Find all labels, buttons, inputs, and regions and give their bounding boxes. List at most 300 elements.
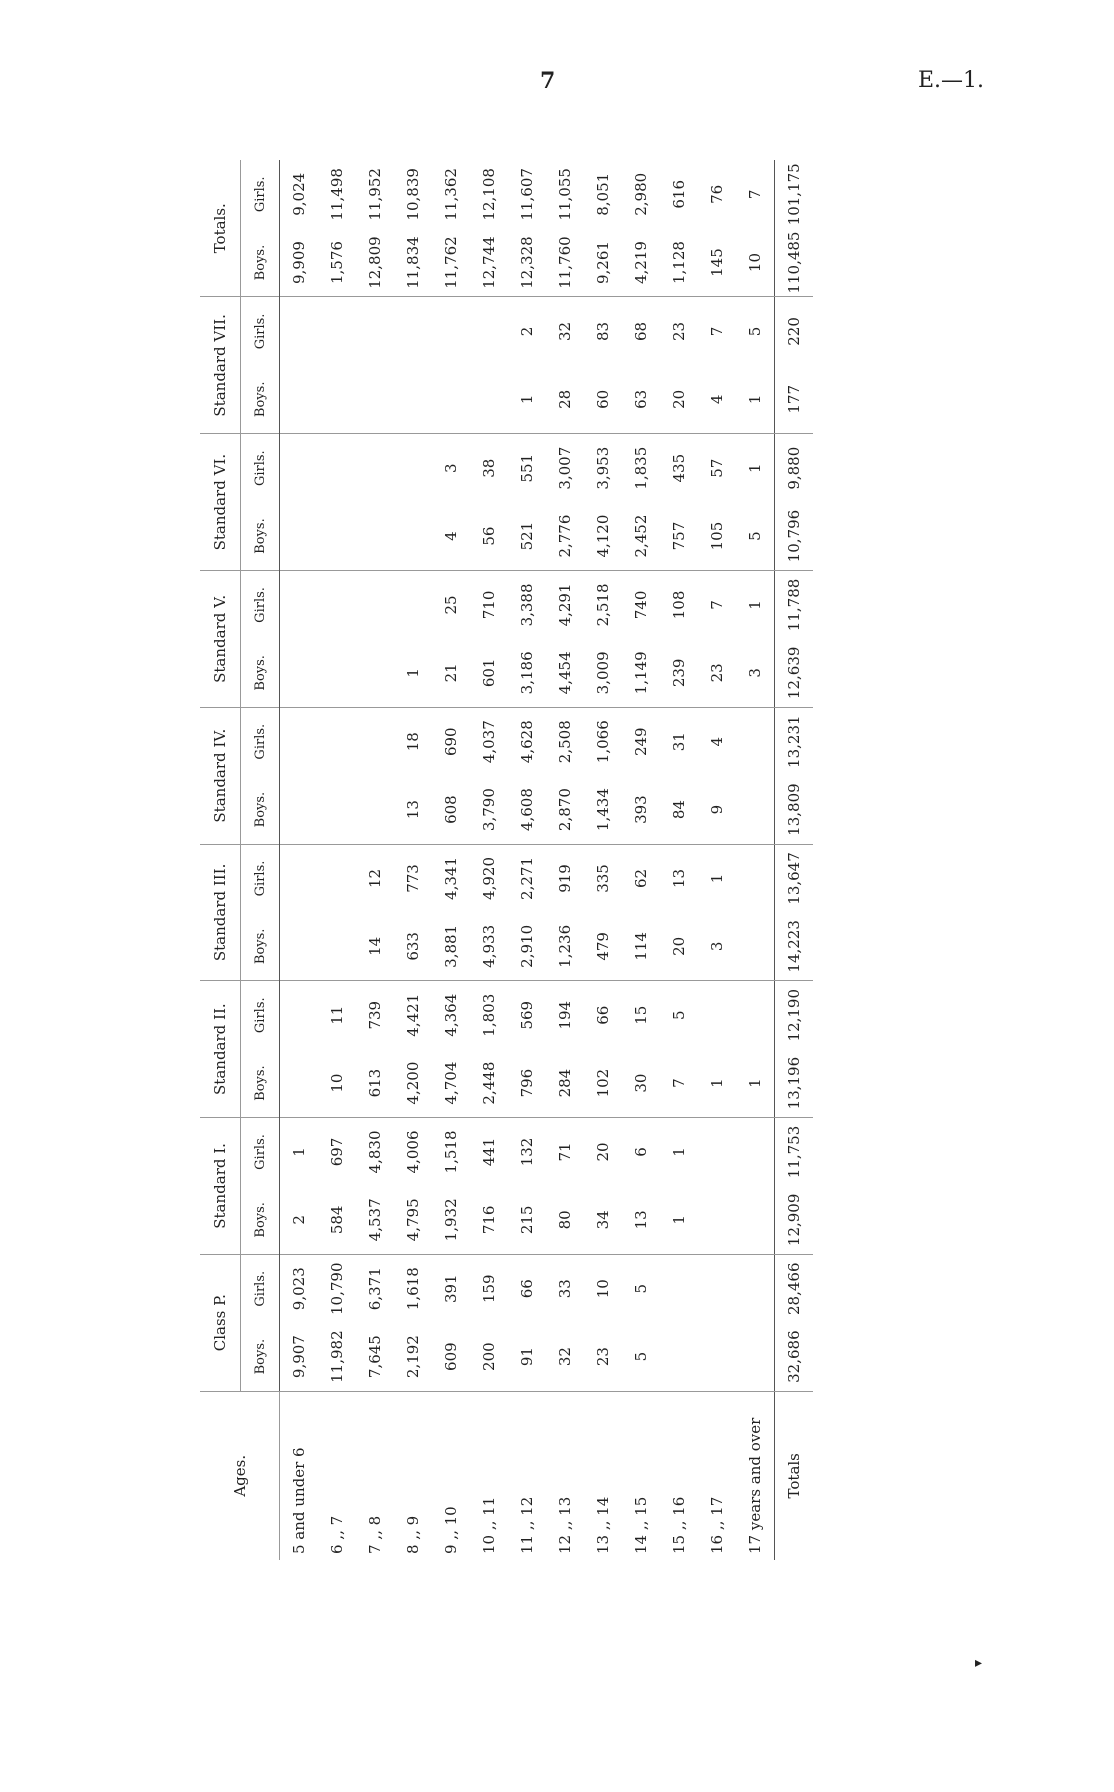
- value-cell: [318, 776, 356, 844]
- value-cell: 584: [318, 1186, 356, 1254]
- value-cell: 1: [394, 639, 432, 707]
- value-cell: [736, 1118, 775, 1186]
- value-cell: 1: [708, 873, 726, 884]
- girls-col-header: Girls.: [241, 434, 280, 502]
- boys-col-header: Boys.: [241, 365, 280, 433]
- value-cell: [280, 1049, 319, 1117]
- group-standard-7: Standard VII.: [200, 297, 241, 434]
- value-cell: 9,023: [290, 1267, 308, 1311]
- value-cell: 4,291: [556, 583, 574, 627]
- value-cell: 32: [546, 1323, 584, 1391]
- value-cell: 2,452: [622, 502, 660, 570]
- girls-col-header: Girls.: [241, 844, 280, 912]
- value-cell: [394, 502, 432, 570]
- total-value-cell: 13,647: [775, 844, 814, 912]
- value-cell: [318, 571, 356, 639]
- age-cell: 15 ,, 16: [670, 1496, 688, 1554]
- value-cell: 9,024: [290, 172, 308, 216]
- value-cell: 4,628: [518, 720, 536, 764]
- value-cell: 108: [670, 590, 688, 620]
- value-cell: 5: [670, 1010, 688, 1020]
- total-value-cell: 11,788: [775, 571, 814, 639]
- group-standard-4: Standard IV.: [200, 707, 241, 844]
- value-cell: 3,186: [508, 639, 546, 707]
- girls-col-header: Girls.: [241, 571, 280, 639]
- value-cell: 3: [442, 463, 460, 473]
- value-cell: 200: [470, 1323, 508, 1391]
- document-reference: E.—1.: [918, 68, 985, 93]
- value-cell: [356, 434, 394, 502]
- value-cell: 1,803: [480, 993, 498, 1037]
- total-value-cell: 28,466: [775, 1254, 814, 1322]
- girls-col-header: Girls.: [241, 707, 280, 775]
- value-cell: 8,051: [594, 172, 612, 216]
- value-cell: 11,834: [394, 229, 432, 297]
- group-standard-3: Standard III.: [200, 844, 241, 981]
- value-cell: 4,933: [470, 912, 508, 980]
- value-cell: [318, 434, 356, 502]
- value-cell: [356, 707, 394, 775]
- group-standard-2: Standard II.: [200, 981, 241, 1118]
- value-cell: 3: [736, 639, 775, 707]
- value-cell: 56: [470, 502, 508, 570]
- value-cell: 1,576: [318, 229, 356, 297]
- value-cell: [470, 297, 508, 365]
- value-cell: 9: [698, 776, 736, 844]
- age-cell: 17 years and over: [746, 1417, 764, 1554]
- value-cell: 145: [698, 229, 736, 297]
- value-cell: 7: [708, 326, 726, 337]
- value-cell: [356, 365, 394, 433]
- value-cell: [356, 297, 394, 365]
- value-cell: 249: [632, 727, 650, 757]
- value-cell: 12: [366, 868, 384, 889]
- total-value-cell: 220: [775, 297, 814, 365]
- boys-col-header: Boys.: [241, 229, 280, 297]
- table-row: [736, 160, 775, 1560]
- age-cell: 7 ,, 8: [366, 1515, 384, 1554]
- stray-mark: ▸: [975, 1655, 983, 1671]
- value-cell: 20: [660, 365, 698, 433]
- value-cell: 5: [622, 1323, 660, 1391]
- value-cell: 5: [736, 502, 775, 570]
- value-cell: 1: [508, 365, 546, 433]
- value-cell: 13: [622, 1186, 660, 1254]
- value-cell: 80: [546, 1186, 584, 1254]
- value-cell: 633: [394, 912, 432, 980]
- value-cell: 9,907: [280, 1323, 319, 1391]
- boys-col-header: Boys.: [241, 776, 280, 844]
- value-cell: 697: [328, 1137, 346, 1167]
- value-cell: 4: [698, 365, 736, 433]
- value-cell: 608: [432, 776, 470, 844]
- value-cell: 239: [660, 639, 698, 707]
- table-row: [356, 160, 394, 1560]
- value-cell: 194: [556, 1000, 574, 1030]
- value-cell: [736, 844, 775, 912]
- value-cell: 13: [394, 776, 432, 844]
- value-cell: 435: [670, 453, 688, 483]
- value-cell: 2: [280, 1186, 319, 1254]
- value-cell: 1,434: [584, 776, 622, 844]
- value-cell: 10: [318, 1049, 356, 1117]
- age-cell: 14 ,, 15: [632, 1496, 650, 1554]
- value-cell: 6,371: [366, 1267, 384, 1311]
- group-totals: Totals.: [200, 160, 241, 297]
- value-cell: 32: [556, 321, 574, 341]
- total-value-cell: 13,231: [775, 707, 814, 775]
- value-cell: [698, 981, 736, 1049]
- value-cell: 1: [290, 1147, 308, 1157]
- value-cell: 7: [708, 600, 726, 610]
- girls-col-header: Girls.: [241, 297, 280, 365]
- value-cell: 91: [508, 1323, 546, 1391]
- value-cell: 710: [480, 590, 498, 620]
- value-cell: [318, 707, 356, 775]
- value-cell: 33: [556, 1279, 574, 1299]
- value-cell: 71: [556, 1142, 574, 1162]
- ages-by-standard-table: [200, 160, 813, 1560]
- value-cell: 4,006: [404, 1130, 422, 1174]
- value-cell: 68: [632, 321, 650, 341]
- value-cell: 1: [746, 600, 764, 610]
- value-cell: 739: [366, 1000, 384, 1030]
- value-cell: 3,953: [594, 446, 612, 490]
- value-cell: 4,364: [442, 993, 460, 1037]
- boys-col-header: Boys.: [241, 1186, 280, 1254]
- total-value-cell: 32,686: [775, 1323, 814, 1391]
- group-header-row: [200, 160, 241, 1560]
- value-cell: 13: [670, 868, 688, 889]
- value-cell: 1: [746, 463, 764, 473]
- value-cell: 1,932: [432, 1186, 470, 1254]
- value-cell: 2,271: [518, 856, 536, 900]
- value-cell: 15: [632, 1005, 650, 1025]
- value-cell: 441: [480, 1137, 498, 1167]
- value-cell: 4,830: [366, 1130, 384, 1174]
- total-value-cell: 110,485: [775, 229, 814, 297]
- value-cell: 66: [594, 1005, 612, 1025]
- value-cell: [432, 365, 470, 433]
- value-cell: 4,795: [394, 1186, 432, 1254]
- value-cell: 1: [736, 1049, 775, 1117]
- value-cell: 10,790: [328, 1262, 346, 1315]
- value-cell: 12,328: [508, 229, 546, 297]
- value-cell: 2,910: [508, 912, 546, 980]
- boys-col-header: Boys.: [241, 639, 280, 707]
- girls-col-header: Girls.: [241, 160, 280, 229]
- value-cell: [698, 1254, 736, 1322]
- value-cell: 3: [698, 912, 736, 980]
- value-cell: 1,149: [622, 639, 660, 707]
- rotated-table: [200, 160, 900, 1560]
- value-cell: 11,362: [442, 168, 460, 221]
- value-cell: [280, 707, 319, 775]
- value-cell: [698, 1323, 736, 1391]
- table-row: [508, 160, 546, 1560]
- value-cell: 4,608: [508, 776, 546, 844]
- value-cell: 11,760: [546, 229, 584, 297]
- value-cell: 1,066: [594, 720, 612, 764]
- value-cell: 23: [584, 1323, 622, 1391]
- value-cell: 11,498: [328, 168, 346, 221]
- value-cell: 2,448: [470, 1049, 508, 1117]
- value-cell: 551: [518, 453, 536, 483]
- value-cell: 14: [356, 912, 394, 980]
- boys-col-header: Boys.: [241, 502, 280, 570]
- total-value-cell: 13,196: [775, 1049, 814, 1117]
- age-cell: 6 ,, 7: [328, 1515, 346, 1554]
- value-cell: [736, 1186, 775, 1254]
- value-cell: 4,200: [394, 1049, 432, 1117]
- value-cell: 23: [670, 321, 688, 341]
- value-cell: 11,952: [366, 168, 384, 221]
- value-cell: 3,007: [556, 446, 574, 490]
- group-standard-1: Standard I.: [200, 1118, 241, 1255]
- table-row: [660, 160, 698, 1560]
- value-cell: [356, 639, 394, 707]
- value-cell: [318, 844, 356, 912]
- girls-col-header: Girls.: [241, 1254, 280, 1322]
- value-cell: 3,009: [584, 639, 622, 707]
- value-cell: 20: [660, 912, 698, 980]
- age-cell: 12 ,, 13: [556, 1496, 574, 1554]
- value-cell: [318, 912, 356, 980]
- value-cell: 284: [546, 1049, 584, 1117]
- total-value-cell: 12,639: [775, 639, 814, 707]
- table-body: [280, 160, 814, 1560]
- value-cell: [318, 297, 356, 365]
- value-cell: 12,744: [470, 229, 508, 297]
- value-cell: [318, 365, 356, 433]
- value-cell: 31: [670, 732, 688, 752]
- boys-col-header: Boys.: [241, 912, 280, 980]
- total-value-cell: 11,753: [775, 1118, 814, 1186]
- value-cell: [280, 844, 319, 912]
- value-cell: 11,982: [318, 1323, 356, 1391]
- girls-col-header: Girls.: [241, 1118, 280, 1186]
- value-cell: 1: [670, 1147, 688, 1157]
- value-cell: 20: [594, 1142, 612, 1162]
- value-cell: [470, 365, 508, 433]
- value-cell: [394, 434, 432, 502]
- value-cell: 66: [518, 1279, 536, 1299]
- value-cell: [698, 1186, 736, 1254]
- age-cell: 8 ,, 9: [404, 1515, 422, 1554]
- value-cell: [394, 571, 432, 639]
- value-cell: [280, 502, 319, 570]
- value-cell: [736, 912, 775, 980]
- table-row: [280, 160, 319, 1560]
- value-cell: [356, 776, 394, 844]
- value-cell: 4,037: [480, 720, 498, 764]
- value-cell: 114: [622, 912, 660, 980]
- value-cell: 4,120: [584, 502, 622, 570]
- value-cell: [736, 707, 775, 775]
- age-cell: 11 ,, 12: [518, 1496, 536, 1554]
- value-cell: 391: [442, 1274, 460, 1304]
- girls-col-header: Girls.: [241, 981, 280, 1049]
- value-cell: 1,236: [546, 912, 584, 980]
- value-cell: 2,776: [546, 502, 584, 570]
- value-cell: 7: [660, 1049, 698, 1117]
- value-cell: [698, 1118, 736, 1186]
- value-cell: 1,835: [632, 446, 650, 490]
- value-cell: [736, 1323, 775, 1391]
- value-cell: 57: [708, 458, 726, 478]
- value-cell: 102: [584, 1049, 622, 1117]
- value-cell: 10: [594, 1279, 612, 1299]
- value-cell: 2,192: [394, 1323, 432, 1391]
- boys-col-header: Boys.: [241, 1323, 280, 1391]
- value-cell: [280, 365, 319, 433]
- value-cell: 9,909: [280, 229, 319, 297]
- value-cell: 616: [670, 179, 688, 209]
- value-cell: 796: [508, 1049, 546, 1117]
- age-cell: 10 ,, 11: [480, 1496, 498, 1554]
- value-cell: 1: [660, 1186, 698, 1254]
- value-cell: 5: [632, 1283, 650, 1294]
- table-row: [622, 160, 660, 1560]
- value-cell: 2,980: [632, 172, 650, 216]
- value-cell: 30: [622, 1049, 660, 1117]
- value-cell: 34: [584, 1186, 622, 1254]
- total-value-cell: 101,175: [775, 160, 814, 229]
- age-cell: 16 ,, 17: [708, 1496, 726, 1554]
- value-cell: [280, 912, 319, 980]
- value-cell: 10: [736, 229, 775, 297]
- value-cell: 7: [746, 189, 764, 200]
- value-cell: 18: [404, 732, 422, 752]
- value-cell: 7,645: [356, 1323, 394, 1391]
- value-cell: 159: [480, 1274, 498, 1304]
- value-cell: 609: [432, 1323, 470, 1391]
- value-cell: [280, 571, 319, 639]
- value-cell: [318, 639, 356, 707]
- value-cell: [736, 1254, 775, 1322]
- value-cell: 2,518: [594, 583, 612, 627]
- value-cell: 5: [746, 326, 764, 337]
- value-cell: 1,128: [660, 229, 698, 297]
- table-row: [432, 160, 470, 1560]
- value-cell: [280, 981, 319, 1049]
- value-cell: 613: [356, 1049, 394, 1117]
- totals-row: [775, 160, 814, 1560]
- value-cell: 479: [584, 912, 622, 980]
- group-standard-5: Standard V.: [200, 571, 241, 708]
- value-cell: 105: [698, 502, 736, 570]
- value-cell: 393: [622, 776, 660, 844]
- value-cell: [280, 434, 319, 502]
- value-cell: 23: [698, 639, 736, 707]
- value-cell: 25: [442, 595, 460, 615]
- total-value-cell: 177: [775, 365, 814, 433]
- value-cell: [432, 297, 470, 365]
- value-cell: 740: [632, 590, 650, 620]
- value-cell: 1: [698, 1049, 736, 1117]
- value-cell: 335: [594, 864, 612, 893]
- value-cell: 4,219: [622, 229, 660, 297]
- value-cell: 2: [518, 326, 536, 337]
- table-row: [394, 160, 432, 1560]
- value-cell: 757: [660, 502, 698, 570]
- value-cell: 601: [470, 639, 508, 707]
- total-value-cell: 14,223: [775, 912, 814, 980]
- value-cell: [394, 297, 432, 365]
- value-cell: 773: [404, 864, 422, 893]
- group-standard-6: Standard VI.: [200, 434, 241, 571]
- total-value-cell: 9,880: [775, 434, 814, 502]
- total-value-cell: 10,796: [775, 502, 814, 570]
- value-cell: 6: [632, 1147, 650, 1157]
- value-cell: [394, 365, 432, 433]
- value-cell: 4: [708, 736, 726, 747]
- value-cell: 132: [518, 1137, 536, 1167]
- value-cell: 4,704: [432, 1049, 470, 1117]
- value-cell: 4,421: [404, 993, 422, 1037]
- value-cell: 2,508: [556, 720, 574, 764]
- page-number: 7: [540, 68, 556, 94]
- age-cell: 5 and under 6: [290, 1447, 308, 1554]
- value-cell: 11,607: [518, 168, 536, 221]
- table-row: [470, 160, 508, 1560]
- group-class-p: Class P.: [200, 1254, 241, 1391]
- value-cell: [736, 776, 775, 844]
- value-cell: 4,920: [480, 856, 498, 900]
- value-cell: [280, 639, 319, 707]
- value-cell: [356, 502, 394, 570]
- table-row: [546, 160, 584, 1560]
- value-cell: 3,790: [470, 776, 508, 844]
- value-cell: 11: [328, 1005, 346, 1025]
- value-cell: 4,341: [442, 856, 460, 900]
- value-cell: 76: [708, 184, 726, 204]
- value-cell: [356, 571, 394, 639]
- table-row: [318, 160, 356, 1560]
- sub-header-row: [241, 160, 280, 1560]
- value-cell: 10,839: [404, 168, 422, 221]
- value-cell: 1,518: [442, 1130, 460, 1174]
- value-cell: 4,454: [546, 639, 584, 707]
- total-value-cell: 12,909: [775, 1186, 814, 1254]
- value-cell: [660, 1254, 698, 1322]
- value-cell: 215: [508, 1186, 546, 1254]
- value-cell: 21: [432, 639, 470, 707]
- value-cell: 62: [632, 868, 650, 889]
- table-row: [584, 160, 622, 1560]
- total-value-cell: 13,809: [775, 776, 814, 844]
- value-cell: [736, 981, 775, 1049]
- value-cell: 63: [622, 365, 660, 433]
- total-value-cell: 12,190: [775, 981, 814, 1049]
- value-cell: 60: [584, 365, 622, 433]
- value-cell: 83: [594, 321, 612, 341]
- value-cell: 4,537: [356, 1186, 394, 1254]
- value-cell: [318, 502, 356, 570]
- value-cell: 84: [660, 776, 698, 844]
- value-cell: [280, 776, 319, 844]
- value-cell: 4: [432, 502, 470, 570]
- value-cell: 9,261: [584, 229, 622, 297]
- value-cell: 1,618: [404, 1267, 422, 1311]
- value-cell: 2,870: [546, 776, 584, 844]
- value-cell: 1: [736, 365, 775, 433]
- value-cell: 569: [518, 1000, 536, 1030]
- ages-heading: Ages.: [200, 1391, 280, 1560]
- value-cell: 919: [556, 864, 574, 893]
- value-cell: 716: [470, 1186, 508, 1254]
- value-cell: [280, 297, 319, 365]
